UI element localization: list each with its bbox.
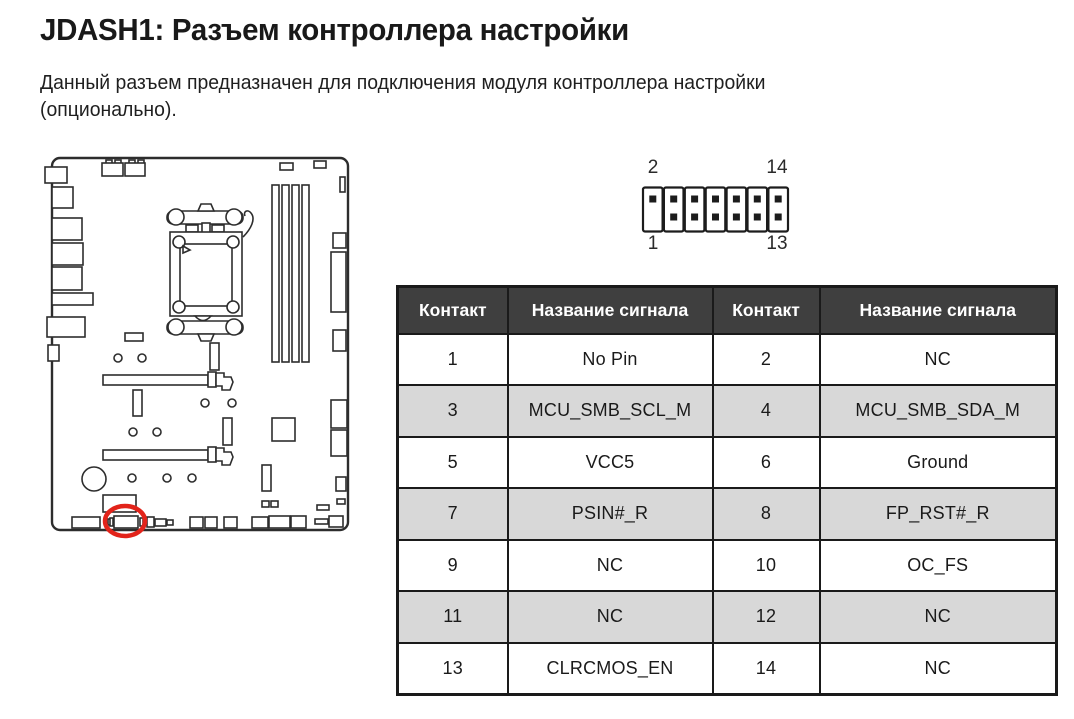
pin-table-header-cell: Контакт (398, 287, 508, 334)
jdash1-connector (114, 516, 138, 528)
pin-table-body (398, 334, 1057, 695)
signal-name-cell: MCU_SMB_SDA_M (820, 385, 1057, 437)
signal-name-cell: VCC5 (508, 437, 713, 489)
pin-number-cell: 6 (713, 437, 820, 489)
pin-table-row (398, 437, 1057, 489)
pin-definition-table (396, 285, 1058, 696)
pin-number-cell: 4 (713, 385, 820, 437)
pin-number-cell: 11 (398, 591, 508, 643)
pin-header-cells (643, 188, 788, 232)
signal-name-cell: PSIN#_R (508, 488, 713, 540)
signal-name-cell: MCU_SMB_SCL_M (508, 385, 713, 437)
pin-number-cell: 1 (398, 334, 508, 386)
pin-number-cell: 7 (398, 488, 508, 540)
pin-table-header-cell: Контакт (713, 287, 820, 334)
pcie-slot-1 (103, 375, 208, 385)
pin-table-row (398, 540, 1057, 592)
pin-number-cell: 12 (713, 591, 820, 643)
description (40, 70, 1029, 124)
pin-table-row (398, 591, 1057, 643)
pin-number-cell: 3 (398, 385, 508, 437)
signal-name-cell: NC (508, 591, 713, 643)
signal-name-cell: CLRCMOS_EN (508, 643, 713, 695)
signal-name-cell: NC (820, 591, 1057, 643)
pin-number-cell: 10 (713, 540, 820, 592)
description-line: Данный разъем предназначен для подключения модуля контроллера настройки (40, 72, 766, 94)
pin-table-row (398, 385, 1057, 437)
pin-table-header-row (398, 287, 1057, 334)
pin-number-cell: 2 (713, 334, 820, 386)
pin-number-cell: 9 (398, 540, 508, 592)
cmos-battery (82, 467, 106, 491)
pin-table-row (398, 643, 1057, 695)
pin-table-row (398, 488, 1057, 540)
chipset (272, 418, 295, 441)
signal-name-cell: NC (508, 540, 713, 592)
pin-label-2: 2 (647, 157, 659, 178)
page-title: JDASH1: Разъем контроллера настройки (40, 12, 629, 47)
pin-number-cell: 14 (713, 643, 820, 695)
signal-name-cell: FP_RST#_R (820, 488, 1057, 540)
pin-label-13: 13 (766, 233, 788, 254)
signal-name-cell: NC (820, 334, 1057, 386)
pcie-slot-2 (103, 450, 208, 460)
pin-table-header-cell: Название сигнала (820, 287, 1057, 334)
pin-table-header-cell: Название сигнала (508, 287, 713, 334)
signal-name-cell: No Pin (508, 334, 713, 386)
pin-table-row (398, 334, 1057, 386)
signal-name-cell: Ground (820, 437, 1057, 489)
pin-number-cell: 5 (398, 437, 508, 489)
pin-label-1: 1 (647, 233, 659, 254)
signal-name-cell: OC_FS (820, 540, 1057, 592)
description-line: (опционально). (40, 99, 177, 121)
pin-number-cell: 8 (713, 488, 820, 540)
motherboard-diagram (40, 155, 355, 543)
pin-label-14: 14 (766, 157, 788, 178)
signal-name-cell: NC (820, 643, 1057, 695)
pin-header-diagram (630, 186, 805, 236)
pin-number-cell: 13 (398, 643, 508, 695)
